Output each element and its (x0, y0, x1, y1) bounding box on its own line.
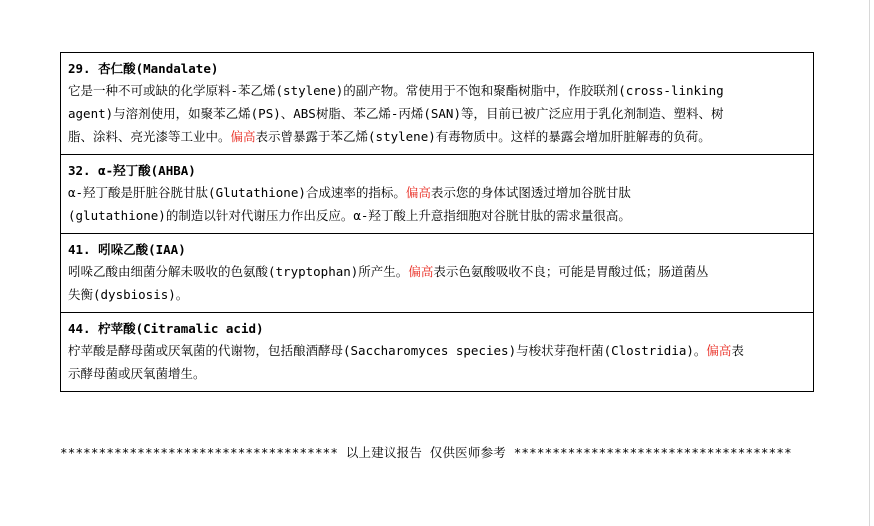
report-entry (61, 154, 813, 233)
entry-text: 示酵母菌或厌氧菌增生。 (68, 366, 206, 381)
elevated-highlight: 偏高 (230, 129, 256, 144)
entry-text: 失衡(dysbiosis)。 (68, 287, 189, 302)
report-entry (61, 53, 813, 154)
entry-text: 表示曾暴露于苯乙烯(stylene)有毒物质中。这样的暴露会增加肝脏解毒的负荷。 (255, 129, 711, 144)
elevated-highlight: 偏高 (706, 343, 732, 358)
entry-text: 柠苹酸是酵母菌或厌氧菌的代谢物，包括酿酒酵母(Saccharomyces species)与梭状芽孢杆菌(Clostridia)。 (68, 343, 707, 358)
elevated-highlight: 偏高 (405, 185, 431, 200)
entry-text: 表 (731, 343, 744, 358)
entry-text: 表示您的身体试图透过增加谷胱甘肽 (430, 185, 631, 200)
report-entry (61, 312, 813, 391)
report-entry (61, 233, 813, 312)
entry-text: 表示色氨酸吸收不良；可能是胃酸过低；肠道菌丛 (433, 264, 709, 279)
entry-text: 脂、涂料、亮光漆等工业中。 (68, 129, 231, 144)
entry-text-line (68, 362, 806, 385)
entry-text: α-羟丁酸是肝脏谷胱甘肽(Glutathione)合成速率的指标。 (68, 185, 406, 200)
entry-text-line (68, 339, 806, 362)
entry-text: 吲哚乙酸由细菌分解未吸收的色氨酸(tryptophan)所产生。 (68, 264, 409, 279)
entry-text-line (68, 79, 806, 102)
entry-title: 29. 杏仁酸(Mandalate) (68, 61, 219, 76)
entry-title: 32. α-羟丁酸(AHBA) (68, 163, 196, 178)
entry-text: (glutathione)的制造以针对代谢压力作出反应。α-羟丁酸上升意指细胞对谷胱甘肽的需求量很高。 (68, 208, 631, 223)
entry-text: 它是一种不可或缺的化学原料-苯乙烯(stylene)的副产物。常使用于不饱和聚酯树脂中，作胶联剂(cross-linking (68, 83, 724, 98)
entry-text-line (68, 102, 806, 125)
entry-title: 44. 柠苹酸(Citramalic acid) (68, 321, 264, 336)
entry-text-line (68, 204, 806, 227)
entry-text-line (68, 125, 806, 148)
elevated-highlight: 偏高 (408, 264, 434, 279)
entry-text: agent)与溶剂使用，如聚苯乙烯(PS)、ABS树脂、苯乙烯-丙烯(SAN)等，目前已被广泛应用于乳化剂制造、塑料、树 (68, 106, 724, 121)
entry-title: 41. 吲哚乙酸(IAA) (68, 242, 186, 257)
report-footer-note: ************************************ 以上建议报告 仅供医师参考 ************************************ (60, 445, 792, 460)
entry-text-line (68, 181, 806, 204)
report-table (60, 52, 814, 392)
entry-text-line (68, 283, 806, 306)
page-edge-line (869, 0, 870, 526)
entry-text-line (68, 260, 806, 283)
